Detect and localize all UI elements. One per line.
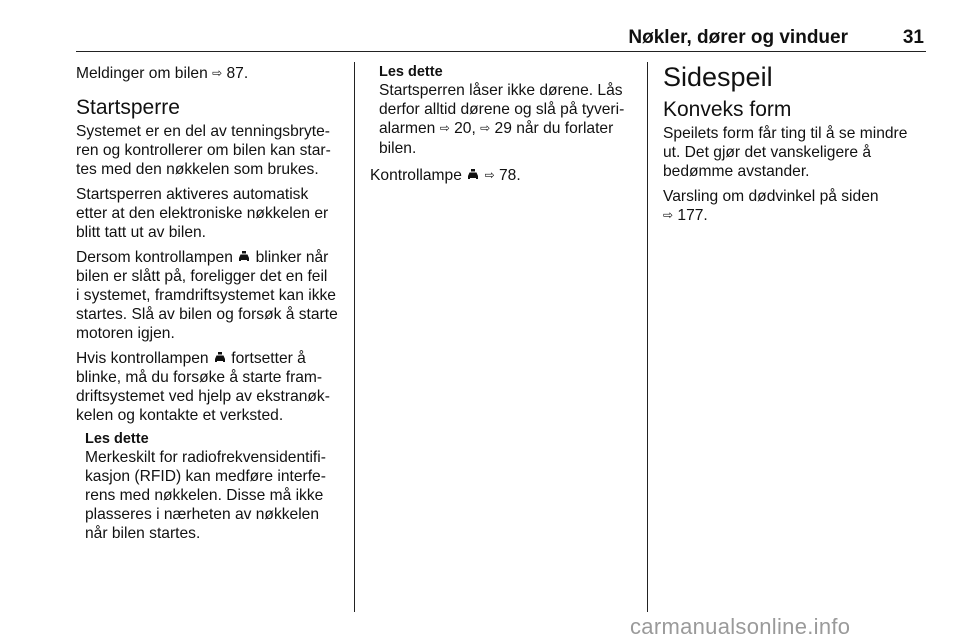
paragraph-messages: Meldinger om bilen ⇨ 87.	[76, 65, 249, 82]
arrow-icon: ⇨	[439, 121, 450, 135]
arrow-icon: ⇨	[484, 168, 495, 182]
page-reference[interactable]: 177.	[677, 207, 708, 224]
paragraph-blind-spot: Varsling om dødvinkel på siden ⇨ 177.	[663, 188, 879, 224]
column-divider-1	[354, 62, 355, 612]
page-header	[76, 27, 926, 53]
arrow-icon: ⇨	[663, 208, 674, 222]
header-title: Nøkler, dører og vinduer	[628, 27, 848, 48]
page-reference[interactable]: 78.	[498, 167, 521, 184]
paragraph-control-lamp: Kontrollampe ⇨ 78.	[370, 167, 521, 184]
note-rfid: Les dette Merkeskilt for radiofrekvensidentifi- kasjon (RFID) kan medføre interfe- rens med nøkkelen. Disse må ikke plasseres i nærheten av nøkkelen når bilen startes.	[76, 431, 352, 543]
paragraph-system: Systemet er en del av tenningsbryte- ren og kontrollerer om bilen kan star- tes med den nøkkelen som brukes.	[76, 123, 331, 178]
header-rule	[76, 51, 926, 52]
watermark: carmanualsonline.info	[630, 614, 851, 639]
car-key-icon	[237, 251, 251, 263]
column-2	[370, 64, 642, 192]
arrow-icon: ⇨	[212, 66, 223, 80]
note-lock: Les dette Startsperren låser ikke dørene. Lås derfor alltid dørene og slå på tyveri- alarmen ⇨ 20, ⇨ 29 når du forlater bilen.	[370, 64, 642, 158]
car-key-icon	[466, 169, 480, 181]
column-divider-2	[647, 62, 648, 612]
subsection-heading-konveks: Konveks form	[663, 98, 792, 121]
car-key-icon	[213, 352, 227, 364]
column-1	[76, 64, 352, 549]
column-3	[663, 64, 925, 232]
page-reference[interactable]: 29 når du forlater	[494, 120, 614, 137]
page-reference[interactable]: 20,	[454, 120, 476, 137]
note-label: Les dette	[379, 64, 443, 80]
paragraph-activation: Startsperren aktiveres automatisk etter at den elektroniske nøkkelen er blitt tatt ut av bilen.	[76, 186, 329, 241]
paragraph-mirror-shape: Speilets form får ting til å se mindre ut. Det gjør det vanskeligere å bedømme avstander.	[663, 125, 908, 180]
paragraph-warning-lamp: Dersom kontrollampen blinker når bilen er slått på, foreligger det en feil i systemet, framdriftsystemet kan ikke startes. Slå av bilen og forsøk å starte motoren igjen.	[76, 249, 338, 342]
paragraph-blinking: Hvis kontrollampen fortsetter å blinke, må du forsøke å starte fram- driftsystemet ved hjelp av ekstranøk- kelen og kontakte et verksted.	[76, 350, 330, 424]
arrow-icon: ⇨	[480, 121, 491, 135]
section-heading-sidespeil: Sidespeil	[663, 62, 773, 92]
page-number: 31	[902, 27, 924, 48]
section-heading-startsperre: Startsperre	[76, 96, 180, 119]
note-label: Les dette	[85, 431, 149, 447]
page-reference[interactable]: 87.	[226, 65, 249, 82]
